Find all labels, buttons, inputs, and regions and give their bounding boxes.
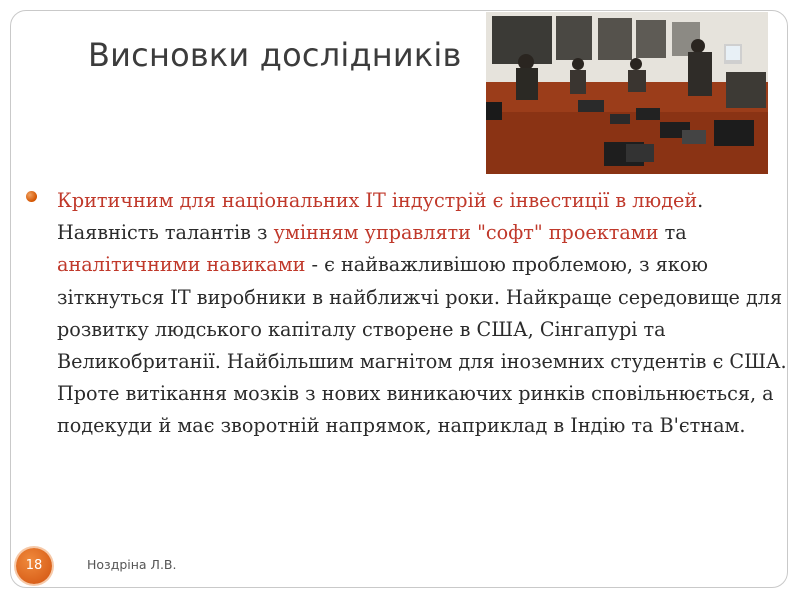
office-photo bbox=[486, 12, 768, 174]
body-paragraph bbox=[57, 185, 792, 443]
bullet-icon bbox=[26, 191, 37, 202]
body-text-end: . bbox=[697, 189, 704, 212]
body-text-and: та bbox=[658, 221, 687, 245]
body-highlight-investment: Критичним для національних ІТ індустрій є інвестиції в людей bbox=[57, 189, 698, 212]
page-number-badge: 18 bbox=[16, 548, 52, 584]
body-highlight-soft-skills: умінням управляти "софт" проектами bbox=[273, 221, 659, 245]
body-text-talents: Наявність талантів з bbox=[57, 221, 274, 245]
body-text-rest: - є найважливішою проблемою, з якою зіткнуться ІТ виробники в найближчі роки. Найкраще середовище для розвитку людського капіталу створене в США, Сінгапурі та Великобританії. Найбільшим магнітом для іноземних студентів є США. Проте витікання мозків з нових виникаючих ринків сповільнюється, а подекуди й має зворотній напрямок, наприклад в Індію та В'єтнам. bbox=[57, 253, 787, 438]
photo-of-office-with-laptops-icon bbox=[486, 12, 768, 174]
body-highlight-analytical: аналітичними навиками bbox=[57, 253, 306, 277]
author-footer: Ноздріна Л.В. bbox=[87, 557, 177, 572]
slide-title: Висновки дослідників bbox=[88, 36, 462, 74]
